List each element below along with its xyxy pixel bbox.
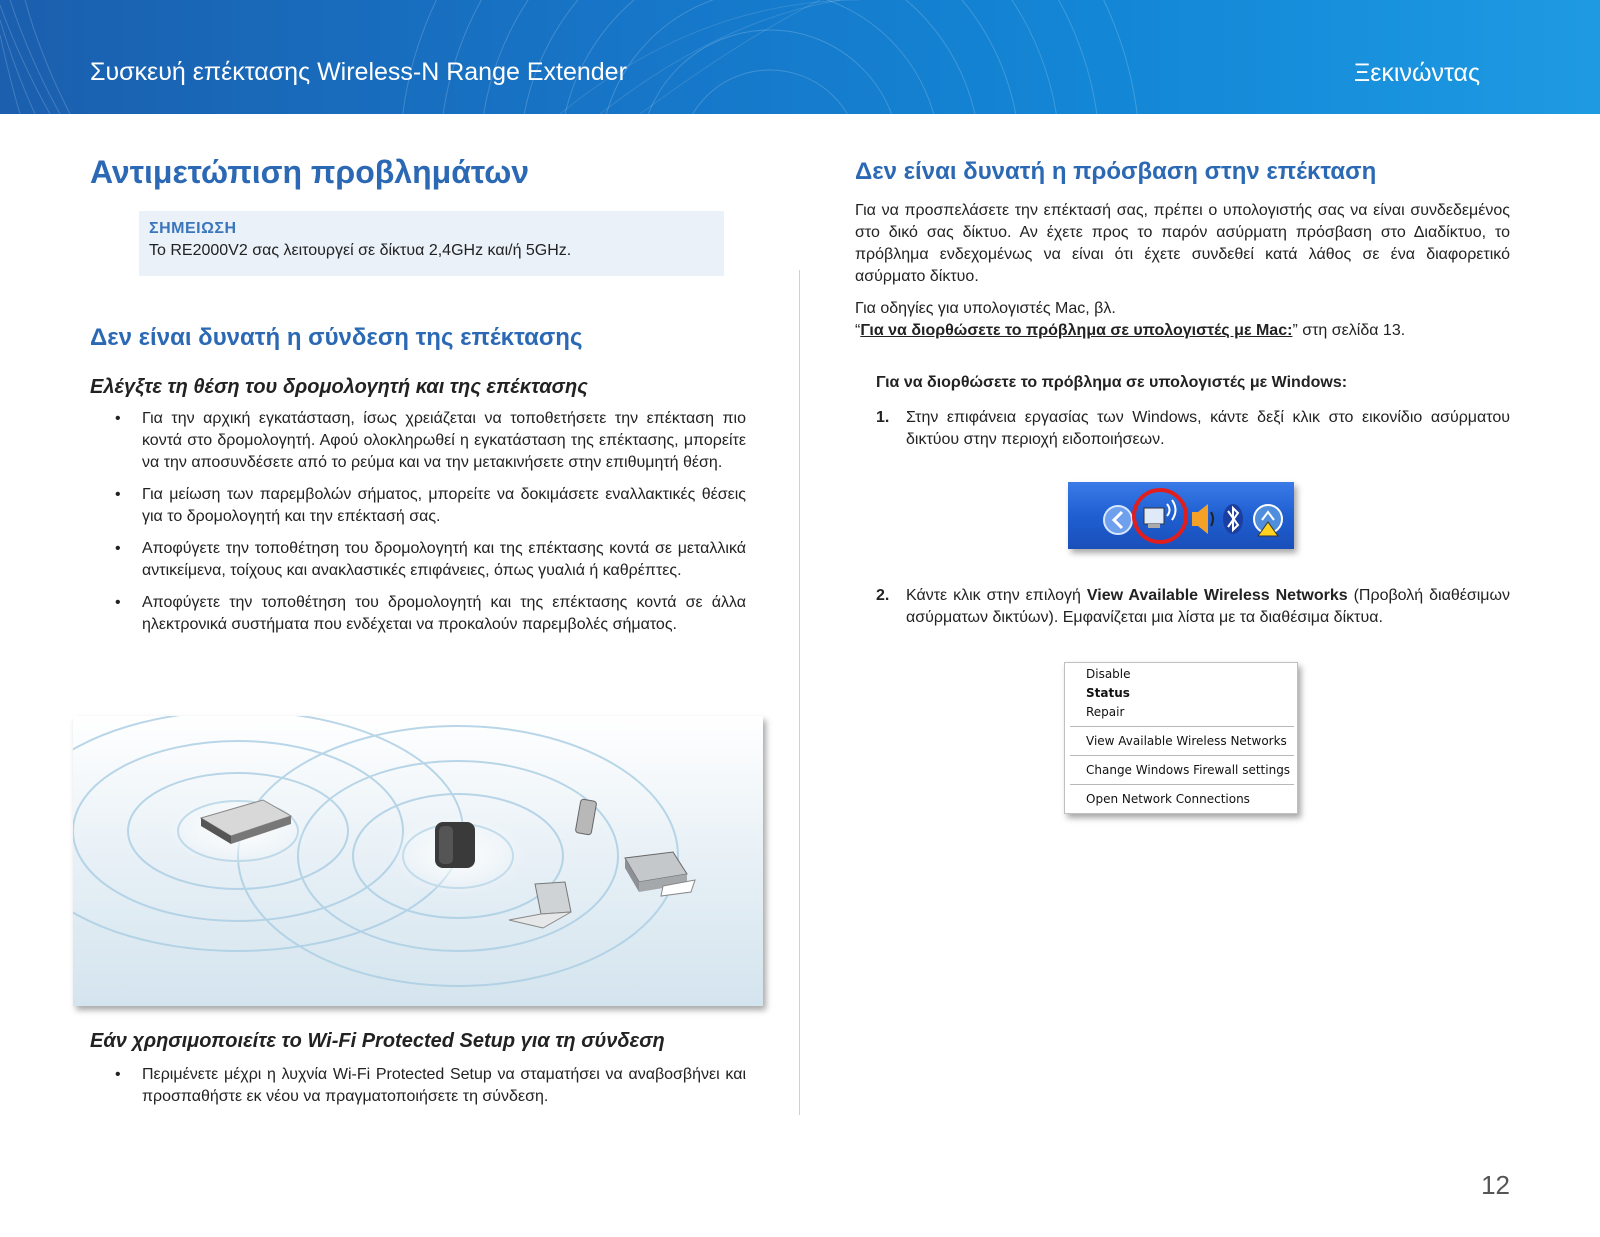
windows-steps-list — [876, 407, 1510, 451]
mac-reference-link-line — [855, 320, 1510, 342]
page-number: 12 — [1481, 1170, 1510, 1200]
page-reference: ” στη σελίδα 13. — [1292, 322, 1406, 339]
step-text-prefix: Κάντε κλικ στην επιλογή — [906, 587, 1087, 604]
column-divider — [799, 270, 800, 1115]
menu-item-repair[interactable]: Repair — [1086, 705, 1125, 719]
wireless-placement-illustration — [73, 716, 763, 1006]
subsection-heading-position: Ελέγξτε τη θέση του δρομολογητή και της επέκτασης — [90, 376, 588, 398]
wps-tips-list — [112, 1064, 746, 1118]
note-text: Το RE2000V2 σας λειτουργεί σε δίκτυα 2,4GHz και/ή 5GHz. — [149, 242, 572, 259]
taskbar-screenshot — [1068, 482, 1294, 549]
menu-item-open-connections[interactable]: Open Network Connections — [1086, 792, 1250, 806]
mac-reference-line: Για οδηγίες για υπολογιστές Mac, βλ. — [855, 300, 1116, 317]
menu-item-view-wireless-networks[interactable]: View Available Wireless Networks — [1086, 734, 1287, 748]
page-header — [0, 0, 1600, 114]
list-item: • Αποφύγετε την τοποθέτηση του δρομολογητή και της επέκτασης κοντά σε άλλα ηλεκτρονικά συστήματα που ενδέχεται να προκαλούν παρεμβολές σήματος. — [112, 592, 746, 636]
mac-reference-paragraph — [855, 298, 1510, 342]
list-item: • Για την αρχική εγκατάσταση, ίσως χρειάζεται να τοποθετήσετε την επέκταση πιο κοντά στο δρομολογητή. Αφού ολοκληρωθεί η εγκατάσταση της επέκτασης, μπορείτε να την αποσυνδέσετε από το ρεύμα και να την μετακινήσετε στην επιθυμητή θέση. — [112, 408, 746, 474]
section-heading-cannot-connect: Δεν είναι δυνατή η σύνδεση της επέκτασης — [90, 324, 583, 351]
menu-item-status[interactable]: Status — [1086, 686, 1130, 700]
document-title: Συσκευή επέκτασης Wireless-N Range Extender — [90, 58, 627, 86]
note-box — [139, 211, 724, 276]
step-text: Στην επιφάνεια εργασίας των Windows, κάντε δεξί κλικ στο εικονίδιο ασύρματου δικτύου στην περιοχή ειδοποιήσεων. — [906, 409, 1510, 448]
header-swirl-decoration — [0, 0, 1600, 114]
menu-separator — [1070, 755, 1294, 756]
wireless-network-icon — [1144, 500, 1176, 528]
note-title: ΣΗΜΕΙΩΣΗ — [149, 220, 237, 237]
list-item: • Περιμένετε μέχρι η λυχνία Wi-Fi Protected Setup να σταματήσει να αναβοσβήνει και προσπαθήστε εκ νέου να πραγματοποιήσετε τη σύνδεση. — [112, 1064, 746, 1108]
windows-procedure-title: Για να διορθώσετε το πρόβλημα σε υπολογιστές με Windows: — [876, 374, 1348, 391]
chapter-title: Ξεκινώντας — [1354, 59, 1480, 87]
bluetooth-icon — [1223, 504, 1243, 534]
wireless-devices-image — [73, 716, 763, 1006]
menu-separator — [1070, 726, 1294, 727]
security-center-icon — [1254, 505, 1282, 536]
printer-icon — [625, 852, 695, 896]
volume-icon — [1192, 504, 1213, 534]
list-item: • Για μείωση των παρεμβολών σήματος, μπορείτε να δοκιμάσετε εναλλακτικές θέσεις για το δρομολογητή και την επέκτασή σας. — [112, 484, 746, 528]
step-number: 1. — [876, 409, 890, 426]
step-item — [876, 407, 1510, 451]
mac-troubleshooting-link[interactable]: Για να διορθώσετε το πρόβλημα σε υπολογιστές με Mac: — [860, 322, 1293, 339]
windows-steps-list-continued — [876, 585, 1510, 629]
access-explanation-paragraph: Για να προσπελάσετε την επέκτασή σας, πρέπει ο υπολογιστής σας να είναι συνδεδεμένος στο δικό σας δίκτυο. Αν έχετε προς το παρόν ασύρματη πρόσβαση στο Διαδίκτυο, το πρόβλημα ενδεχομένως να είναι ότι έχετε συνδεθεί κατά λάθος σε ένα διαφορετικό ασύρματο δίκτυο. — [855, 202, 1510, 285]
menu-separator — [1070, 784, 1294, 785]
notification-area-icons — [1068, 482, 1294, 549]
open-quote: “ — [855, 322, 861, 339]
step-text-bold: View Available Wireless Networks — [1086, 587, 1348, 604]
menu-item-firewall-settings[interactable]: Change Windows Firewall settings — [1086, 763, 1291, 777]
menu-item-disable[interactable]: Disable — [1086, 667, 1131, 681]
section-heading-cannot-access: Δεν είναι δυνατή η πρόσβαση στην επέκταση — [855, 158, 1377, 185]
list-item: • Αποφύγετε την τοποθέτηση του δρομολογητή και της επέκτασης κοντά σε μεταλλικά αντικείμενα, τοίχους και ανακλαστικές επιφάνειες, όπως γυαλιά ή καθρέπτες. — [112, 538, 746, 582]
step-text-suffix: (Προβολή διαθέσιμων ασύρματων δικτύων). Εμφανίζεται μια λίστα με τα διαθέσιμα δίκτυα. — [906, 587, 1511, 626]
subsection-heading-wps: Εάν χρησιμοποιείτε το Wi-Fi Protected Setup για τη σύνδεση — [90, 1030, 665, 1052]
position-tips-list — [112, 408, 746, 646]
network-context-menu — [1064, 662, 1298, 814]
chevron-left-icon — [1104, 506, 1132, 534]
laptop-icon — [509, 882, 571, 928]
step-number: 2. — [876, 587, 890, 604]
step-item — [876, 585, 1510, 629]
range-extender-icon — [435, 822, 475, 868]
phone-icon — [575, 799, 597, 835]
page-title: Αντιμετώπιση προβλημάτων — [90, 154, 530, 190]
